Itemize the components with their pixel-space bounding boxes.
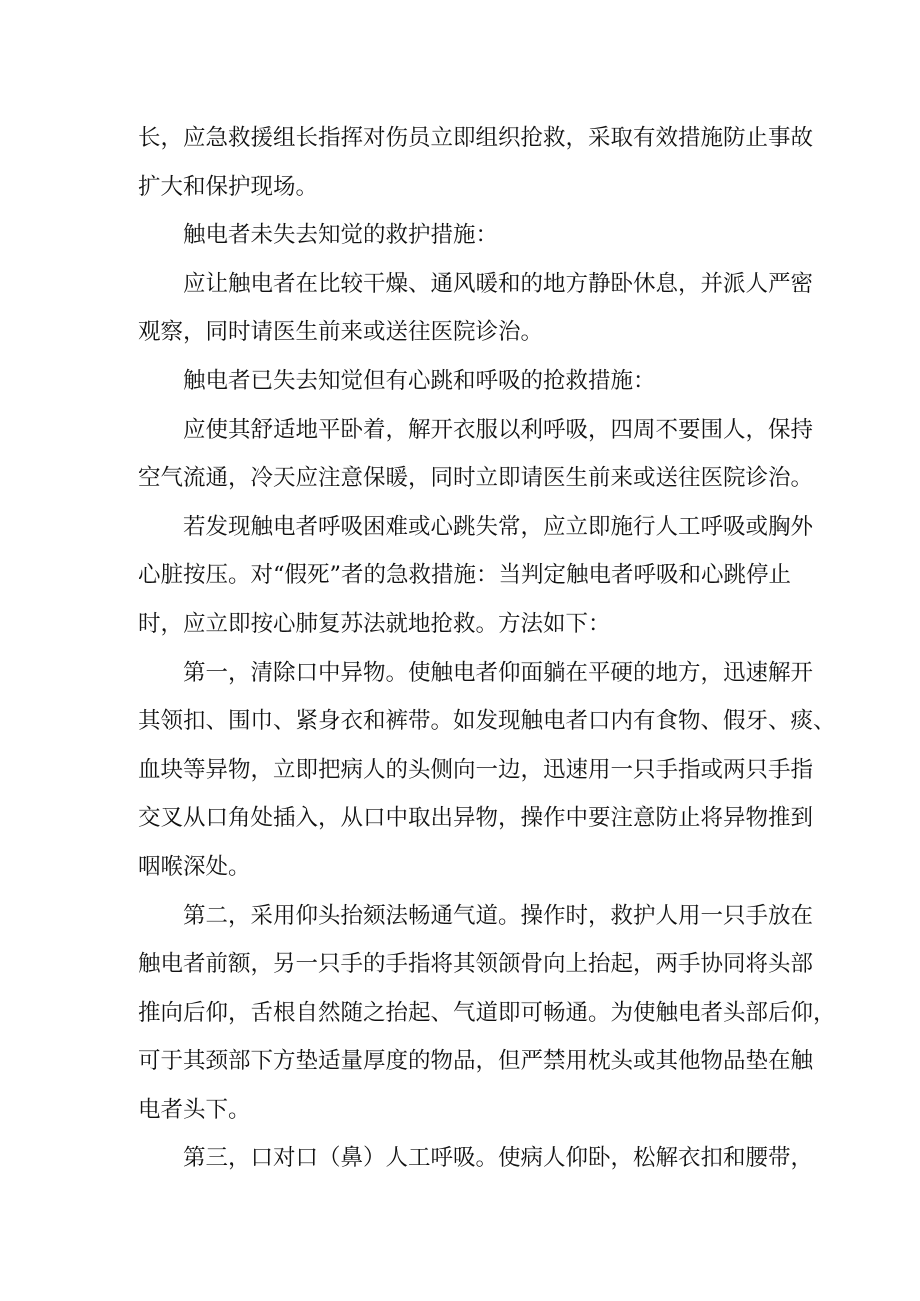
text-line: 扩大和保护现场。 [138,173,319,200]
text-line: 电者头下。 [138,1096,251,1123]
paragraph-2-heading [138,211,788,260]
text-line: 可于其颈部下方垫适量厚度的物品，但严禁用枕头或其他物品垫在触 [138,1048,814,1075]
text-line: 交叉从口角处插入，从口中取出异物，操作中要注意防止将异物推到 [138,805,814,832]
paragraph-7 [138,649,836,892]
text-line: 第一，清除口中异物。使触电者仰面躺在平硬的地方，迅速解开 [183,659,814,686]
paragraph-5 [138,406,814,503]
text-line: 血块等异物，立即把病人的头侧向一边，迅速用一只手指或两只手指 [138,756,814,783]
text-line: 时，应立即按心肺复苏法就地抢救。方法如下： [138,610,611,637]
text-line: 若发现触电者呼吸困难或心跳失常，应立即施行人工呼吸或胸外 [183,513,814,540]
text-line: 触电者未失去知觉的救护措施： [183,222,499,249]
text-line: 空气流通，冷天应注意保暖，同时立即请医生前来或送往医院诊治。 [138,465,814,492]
text-line: 应让触电者在比较干燥、通风暖和的地方静卧休息，并派人严密 [183,270,814,297]
text-line: 其领扣、围巾、紧身衣和裤带。如发现触电者口内有食物、假牙、痰、 [138,708,836,735]
paragraph-3 [138,260,814,357]
paragraph-6 [138,503,814,649]
paragraph-9 [138,1134,814,1183]
text-line: 触电者前额，另一只手的手指将其领颌骨向上抬起，两手协同将头部 [138,951,814,978]
text-line: 第三，口对口（鼻）人工呼吸。使病人仰卧，松解衣扣和腰带， [183,1145,814,1172]
document-body [138,114,836,1183]
text-line: 长，应急救援组长指挥对伤员立即组织抢救，采取有效措施防止事故 [138,125,814,151]
text-line: 心脏按压。对“假死”者的急救措施：当判定触电者呼吸和心跳停止 [138,562,792,589]
text-line: 推向后仰，舌根自然随之抬起、气道即可畅通。为使触电者头部后仰， [138,999,836,1026]
text-line: 第二，采用仰头抬颏法畅通气道。操作时，救护人用一只手放在 [183,902,814,929]
text-line: 观察，同时请医生前来或送往医院诊治。 [138,319,544,346]
text-line: 触电者已失去知觉但有心跳和呼吸的抢救措施： [183,367,656,394]
text-line: 咽喉深处。 [138,853,251,880]
paragraph-8 [138,892,836,1135]
paragraph-1 [138,114,814,211]
paragraph-4-heading [138,357,788,406]
text-line: 应使其舒适地平卧着，解开衣服以利呼吸，四周不要围人，保持 [183,416,814,443]
